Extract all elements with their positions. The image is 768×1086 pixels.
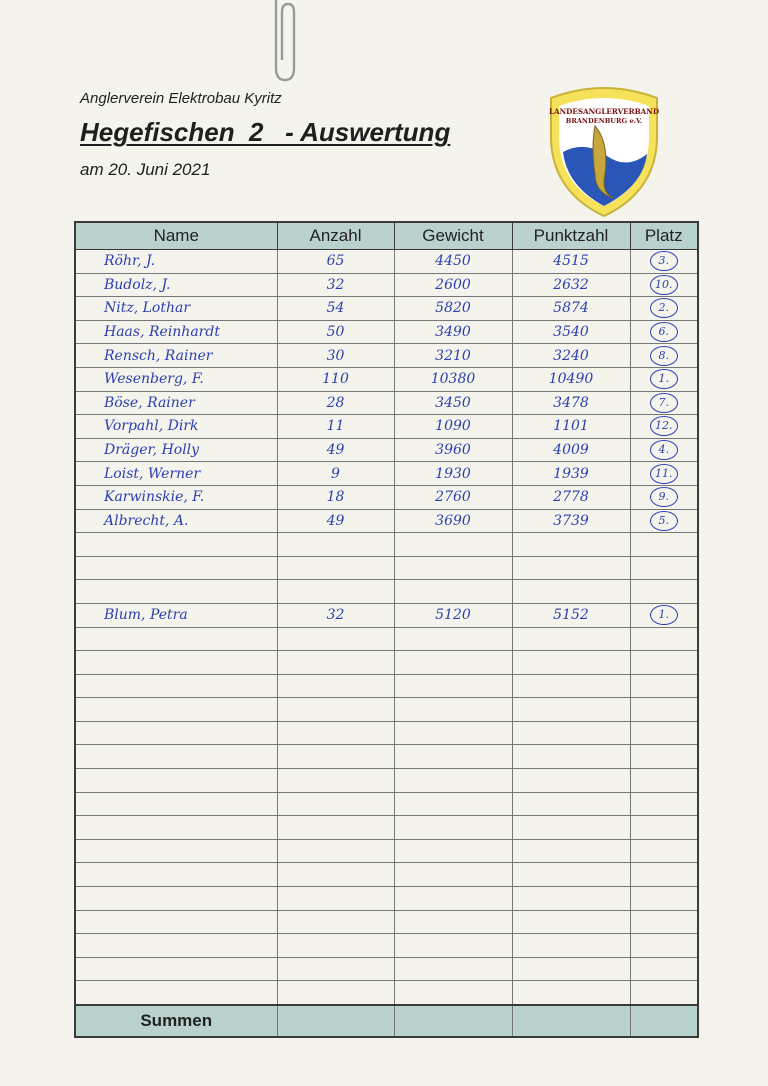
cell-name — [75, 651, 277, 675]
cell-platz — [630, 839, 698, 863]
cell-punktzahl — [512, 745, 630, 769]
cell-anzahl: 49 — [277, 509, 394, 533]
cell-gewicht: 10380 — [394, 367, 512, 391]
platz-badge: 11. — [650, 464, 678, 484]
header-gewicht: Gewicht — [394, 222, 512, 250]
cell-platz — [630, 816, 698, 840]
table-row — [75, 556, 698, 580]
cell-platz — [630, 438, 698, 462]
cell-anzahl — [277, 769, 394, 793]
cell-platz — [630, 297, 698, 321]
cell-gewicht — [394, 839, 512, 863]
cell-gewicht — [394, 957, 512, 981]
cell-punktzahl: 4515 — [512, 250, 630, 274]
table-row — [75, 957, 698, 981]
cell-anzahl: 65 — [277, 250, 394, 274]
table-row — [75, 792, 698, 816]
table-row — [75, 320, 698, 344]
cell-punktzahl — [512, 981, 630, 1005]
cell-platz — [630, 627, 698, 651]
cell-name — [75, 745, 277, 769]
cell-punktzahl — [512, 957, 630, 981]
cell-name — [75, 769, 277, 793]
cell-gewicht: 3960 — [394, 438, 512, 462]
cell-gewicht: 3490 — [394, 320, 512, 344]
header-platz: Platz — [630, 222, 698, 250]
cell-gewicht: 5120 — [394, 603, 512, 627]
cell-gewicht — [394, 769, 512, 793]
cell-gewicht: 3690 — [394, 509, 512, 533]
cell-platz — [630, 910, 698, 934]
cell-name — [75, 627, 277, 651]
cell-platz — [630, 250, 698, 274]
event-date: am 20. Juni 2021 — [80, 160, 211, 179]
cell-platz — [630, 580, 698, 604]
cell-anzahl: 11 — [277, 415, 394, 439]
platz-badge: 6. — [650, 322, 678, 342]
cell-platz — [630, 391, 698, 415]
cell-name: Dräger, Holly — [75, 438, 277, 462]
cell-gewicht — [394, 792, 512, 816]
table-row — [75, 674, 698, 698]
cell-gewicht — [394, 934, 512, 958]
table-row — [75, 839, 698, 863]
logo-line2: BRANDENBURG e.V. — [565, 117, 643, 125]
table-row — [75, 863, 698, 887]
cell-platz — [630, 863, 698, 887]
cell-punktzahl: 1939 — [512, 462, 630, 486]
cell-gewicht — [394, 580, 512, 604]
cell-gewicht — [394, 981, 512, 1005]
cell-punktzahl — [512, 769, 630, 793]
cell-name — [75, 556, 277, 580]
cell-platz — [630, 745, 698, 769]
club-name: Anglerverein Elektrobau Kyritz — [80, 90, 282, 107]
table-row — [75, 415, 698, 439]
cell-gewicht — [394, 745, 512, 769]
cell-gewicht — [394, 651, 512, 675]
cell-anzahl — [277, 674, 394, 698]
table-row — [75, 627, 698, 651]
cell-gewicht — [394, 556, 512, 580]
cell-punktzahl — [512, 792, 630, 816]
cell-punktzahl — [512, 556, 630, 580]
cell-anzahl: 110 — [277, 367, 394, 391]
cell-gewicht: 2600 — [394, 273, 512, 297]
cell-punktzahl: 2778 — [512, 485, 630, 509]
cell-gewicht: 1930 — [394, 462, 512, 486]
cell-anzahl — [277, 887, 394, 911]
platz-badge: 10. — [650, 275, 678, 295]
cell-gewicht: 1090 — [394, 415, 512, 439]
cell-punktzahl: 3240 — [512, 344, 630, 368]
cell-anzahl — [277, 957, 394, 981]
cell-gewicht — [394, 863, 512, 887]
cell-punktzahl — [512, 651, 630, 675]
cell-gewicht — [394, 721, 512, 745]
platz-badge: 4. — [650, 440, 678, 460]
cell-name: Nitz, Lothar — [75, 297, 277, 321]
cell-name — [75, 580, 277, 604]
cell-anzahl — [277, 698, 394, 722]
cell-name: Rensch, Rainer — [75, 344, 277, 368]
cell-anzahl — [277, 863, 394, 887]
cell-gewicht — [394, 698, 512, 722]
header-punktzahl: Punktzahl — [512, 222, 630, 250]
table-row — [75, 273, 698, 297]
table-row — [75, 934, 698, 958]
cell-punktzahl: 1101 — [512, 415, 630, 439]
cell-anzahl: 32 — [277, 603, 394, 627]
cell-punktzahl: 2632 — [512, 273, 630, 297]
cell-anzahl — [277, 533, 394, 557]
cell-punktzahl: 5874 — [512, 297, 630, 321]
cell-gewicht — [394, 816, 512, 840]
summen-punktzahl — [512, 1005, 630, 1037]
cell-platz — [630, 721, 698, 745]
cell-anzahl: 18 — [277, 485, 394, 509]
cell-name: Loist, Werner — [75, 462, 277, 486]
platz-badge: 7. — [650, 393, 678, 413]
cell-anzahl: 50 — [277, 320, 394, 344]
table-row — [75, 250, 698, 274]
summen-gewicht — [394, 1005, 512, 1037]
cell-name — [75, 887, 277, 911]
table-row — [75, 745, 698, 769]
cell-name — [75, 721, 277, 745]
cell-name: Blum, Petra — [75, 603, 277, 627]
cell-punktzahl — [512, 674, 630, 698]
cell-platz — [630, 792, 698, 816]
table-row — [75, 721, 698, 745]
cell-anzahl — [277, 627, 394, 651]
cell-anzahl — [277, 745, 394, 769]
association-logo — [545, 82, 663, 220]
table-row — [75, 297, 698, 321]
results-table — [74, 221, 699, 1038]
cell-gewicht — [394, 887, 512, 911]
cell-name: Karwinskie, F. — [75, 485, 277, 509]
cell-gewicht: 3450 — [394, 391, 512, 415]
cell-punktzahl — [512, 934, 630, 958]
table-row — [75, 698, 698, 722]
platz-badge: 2. — [650, 298, 678, 318]
cell-punktzahl — [512, 698, 630, 722]
table-row — [75, 910, 698, 934]
platz-badge: 3. — [650, 251, 678, 271]
table-row — [75, 603, 698, 627]
cell-gewicht — [394, 533, 512, 557]
cell-name — [75, 863, 277, 887]
cell-anzahl — [277, 792, 394, 816]
table-row — [75, 769, 698, 793]
page-title: Hegefischen 2 - Auswertung — [80, 117, 451, 147]
cell-anzahl — [277, 934, 394, 958]
platz-badge: 9. — [650, 487, 678, 507]
cell-name: Böse, Rainer — [75, 391, 277, 415]
table-row — [75, 651, 698, 675]
table-header-row — [75, 222, 698, 250]
cell-punktzahl: 3478 — [512, 391, 630, 415]
table-row — [75, 580, 698, 604]
logo-line1: LANDESANGLERVERBAND — [548, 107, 660, 116]
cell-platz — [630, 603, 698, 627]
platz-badge: 1. — [650, 605, 678, 625]
cell-punktzahl — [512, 887, 630, 911]
cell-gewicht — [394, 674, 512, 698]
cell-gewicht — [394, 910, 512, 934]
cell-punktzahl: 10490 — [512, 367, 630, 391]
platz-badge: 12. — [650, 416, 678, 436]
cell-platz — [630, 556, 698, 580]
cell-anzahl — [277, 556, 394, 580]
cell-platz — [630, 415, 698, 439]
cell-anzahl — [277, 981, 394, 1005]
table-row — [75, 391, 698, 415]
table-row — [75, 344, 698, 368]
summen-platz — [630, 1005, 698, 1037]
cell-name — [75, 792, 277, 816]
cell-anzahl: 28 — [277, 391, 394, 415]
cell-anzahl: 9 — [277, 462, 394, 486]
cell-platz — [630, 957, 698, 981]
cell-name: Röhr, J. — [75, 250, 277, 274]
cell-anzahl: 49 — [277, 438, 394, 462]
summen-label: Summen — [75, 1005, 277, 1037]
cell-anzahl — [277, 580, 394, 604]
cell-name — [75, 698, 277, 722]
cell-name: Haas, Reinhardt — [75, 320, 277, 344]
cell-anzahl — [277, 816, 394, 840]
platz-badge: 1. — [650, 369, 678, 389]
cell-platz — [630, 367, 698, 391]
cell-name: Vorpahl, Dirk — [75, 415, 277, 439]
cell-platz — [630, 273, 698, 297]
cell-platz — [630, 981, 698, 1005]
cell-platz — [630, 934, 698, 958]
cell-platz — [630, 674, 698, 698]
cell-punktzahl — [512, 863, 630, 887]
table-row — [75, 533, 698, 557]
table-row — [75, 485, 698, 509]
cell-anzahl — [277, 651, 394, 675]
header-anzahl: Anzahl — [277, 222, 394, 250]
cell-platz — [630, 769, 698, 793]
header-name: Name — [75, 222, 277, 250]
cell-name — [75, 957, 277, 981]
summen-anzahl — [277, 1005, 394, 1037]
cell-punktzahl — [512, 580, 630, 604]
platz-badge: 8. — [650, 346, 678, 366]
cell-punktzahl — [512, 816, 630, 840]
cell-name: Budolz, J. — [75, 273, 277, 297]
cell-platz — [630, 533, 698, 557]
cell-name — [75, 816, 277, 840]
cell-punktzahl — [512, 839, 630, 863]
table-row — [75, 509, 698, 533]
table-row — [75, 981, 698, 1005]
cell-punktzahl: 3739 — [512, 509, 630, 533]
cell-gewicht — [394, 627, 512, 651]
cell-anzahl — [277, 910, 394, 934]
cell-name — [75, 533, 277, 557]
table-row — [75, 887, 698, 911]
cell-name: Albrecht, A. — [75, 509, 277, 533]
cell-punktzahl — [512, 910, 630, 934]
cell-name — [75, 674, 277, 698]
paperclip-icon — [268, 0, 302, 86]
cell-gewicht: 3210 — [394, 344, 512, 368]
cell-name: Wesenberg, F. — [75, 367, 277, 391]
table-row — [75, 367, 698, 391]
cell-platz — [630, 344, 698, 368]
cell-gewicht: 5820 — [394, 297, 512, 321]
cell-platz — [630, 485, 698, 509]
cell-punktzahl — [512, 533, 630, 557]
cell-anzahl: 30 — [277, 344, 394, 368]
summen-row — [75, 1005, 698, 1037]
cell-gewicht: 2760 — [394, 485, 512, 509]
cell-gewicht: 4450 — [394, 250, 512, 274]
cell-platz — [630, 462, 698, 486]
platz-badge: 5. — [650, 511, 678, 531]
cell-punktzahl: 3540 — [512, 320, 630, 344]
cell-punktzahl — [512, 627, 630, 651]
cell-anzahl: 32 — [277, 273, 394, 297]
cell-name — [75, 981, 277, 1005]
cell-platz — [630, 651, 698, 675]
cell-punktzahl: 5152 — [512, 603, 630, 627]
cell-anzahl — [277, 839, 394, 863]
table-row — [75, 438, 698, 462]
cell-punktzahl — [512, 721, 630, 745]
cell-name — [75, 839, 277, 863]
cell-platz — [630, 698, 698, 722]
cell-platz — [630, 320, 698, 344]
cell-name — [75, 910, 277, 934]
table-row — [75, 462, 698, 486]
cell-punktzahl: 4009 — [512, 438, 630, 462]
cell-anzahl — [277, 721, 394, 745]
cell-platz — [630, 887, 698, 911]
table-row — [75, 816, 698, 840]
cell-anzahl: 54 — [277, 297, 394, 321]
cell-name — [75, 934, 277, 958]
cell-platz — [630, 509, 698, 533]
